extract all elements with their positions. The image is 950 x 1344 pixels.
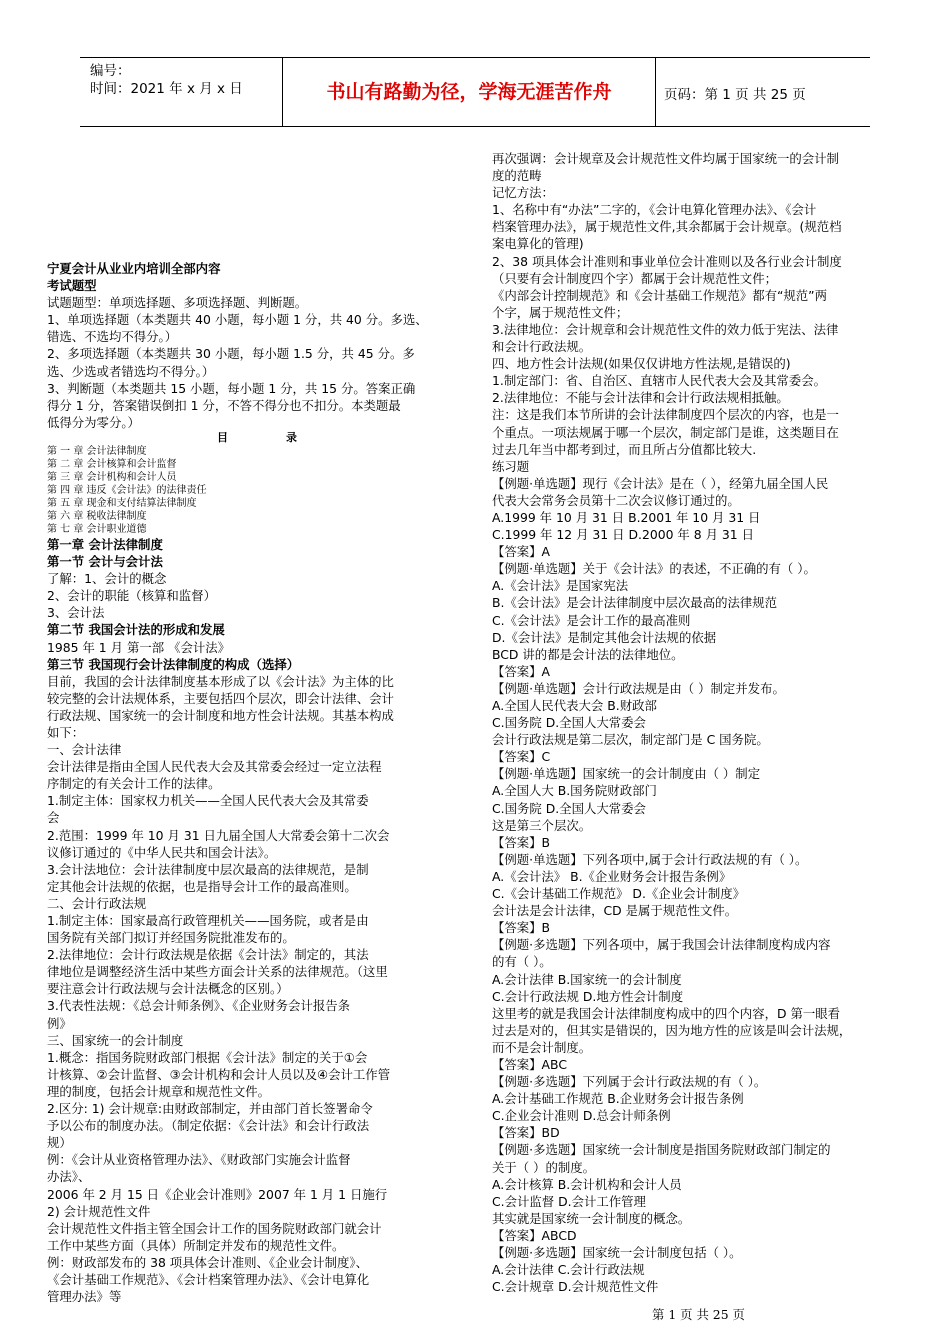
text-line: B.《会计法》是会计法律制度中层次最高的法律规范 xyxy=(492,595,778,611)
text-line: 个字，属于规范性文件； xyxy=(492,304,629,320)
text-line: C.1999 年 12 月 31 日 D.2000 年 8 月 31 日 xyxy=(492,527,754,543)
text-line: 试题题型：单项选择题、多项选择题、判断题。 xyxy=(47,295,308,311)
text-line: 案电算化的管理) xyxy=(492,236,584,252)
text-line: A.会计核算 B.会计机构和会计人员 xyxy=(492,1176,682,1192)
text-line: 【例题·多选题】下列属于会计行政法规的有（ ）。 xyxy=(492,1074,767,1090)
text-line: 计核算、②会计监督、③会计机构和会计人员以及④会计工作管 xyxy=(47,1066,391,1082)
text-line: 第 四 章 违反《会计法》的法律责任 xyxy=(47,484,207,496)
page-header xyxy=(80,57,870,127)
page-footer: 第 1 页 共 25 页 xyxy=(652,1307,745,1322)
text-line: 得分 1 分，答案错误倒扣 1 分，不答不得分也不扣分。本类题最 xyxy=(47,397,401,413)
text-line: 第一章 会计法律制度 xyxy=(47,536,163,552)
text-line: 2.法律地位：不能与会计法律和会计行政法规相抵触。 xyxy=(492,390,789,406)
text-line: 【例题·多选题】国家统一会计制度包括（ ）。 xyxy=(492,1245,742,1260)
text-line: 这里考的就是我国会计法律制度构成中的四个内容，D 第一眼看 xyxy=(492,1005,841,1021)
text-line: 第 五 章 现金和支付结算法律制度 xyxy=(47,497,197,509)
text-line: 1.制定部门：省、自治区、直辖市人民代表大会及其常委会。 xyxy=(492,373,826,389)
text-line: 其实就是国家统一会计制度的概念。 xyxy=(492,1210,691,1226)
text-line: 行政法规、国家统一的会计制度和地方性会计法规。其基本构成 xyxy=(47,707,394,723)
text-line: 第三节 我国现行会计法律制度的构成（选择） xyxy=(47,656,300,672)
text-line: 律地位是调整经济生活中某些方面会计关系的法律规范。（这里 xyxy=(47,964,388,980)
text-line: 第 二 章 会计核算和会计监督 xyxy=(47,458,177,470)
text-line: 代表大会常务会员第十二次会议修订通过的。 xyxy=(492,492,740,508)
toc-items xyxy=(47,445,467,536)
text-line: 第二节 我国会计法的形成和发展 xyxy=(47,622,225,638)
text-line: A.会计基础工作规范 B.企业财务会计报告条例 xyxy=(492,1091,744,1107)
text-line: 【答案】BD xyxy=(492,1125,560,1141)
text-line: 规） xyxy=(47,1135,72,1151)
text-line: 第 七 章 会计职业道德 xyxy=(47,523,147,535)
text-line: 练习题 xyxy=(492,458,530,474)
text-line: 这是第三个层次。 xyxy=(492,817,592,833)
text-line: 【例题·单选题】会计行政法规是由（ ）制定并发布。 xyxy=(492,680,785,696)
text-line: D.《会计法》是制定其他会计法规的依据 xyxy=(492,629,717,645)
text-line: 【例题·单选题】国家统一的会计制度由（ ）制定 xyxy=(492,766,761,782)
text-line: 2) 会计规范性文件 xyxy=(47,1203,151,1219)
text-line: 2.范围：1999 年 10 月 31 日九届全国人大常委会第十二次会 xyxy=(47,827,390,843)
text-line: 较完整的会计法规体系，主要包括四个层次，即会计法律、会计 xyxy=(47,690,394,706)
text-line: 【答案】A xyxy=(492,663,551,679)
text-line: 【答案】ABCD xyxy=(492,1227,577,1243)
text-line: 办法》、 xyxy=(47,1169,91,1185)
text-line: 1.制定主体：国家权力机关——全国人民代表大会及其常委 xyxy=(47,793,369,809)
text-line: 2.区分: 1) 会计规章:由财政部制定，并由部门首长签署命令 xyxy=(47,1101,373,1117)
text-line: （只要有会计制度四个字）都属于会计规范性文件； xyxy=(492,270,777,286)
text-line: 【例题·单选题】下列各项中,属于会计行政法规的有（ ）。 xyxy=(492,851,808,867)
text-line: 要注意会计行政法规与会计法概念的区别。） xyxy=(47,981,289,997)
text-line: 第一节 会计与会计法 xyxy=(47,554,163,570)
text-line: C.《会计法》是会计工作的最高准则 xyxy=(492,612,691,628)
text-line: C.会计监督 D.会计工作管理 xyxy=(492,1193,646,1209)
text-line: 管理办法》等 xyxy=(47,1289,122,1305)
text-line: 序制定的有关会计工作的法律。 xyxy=(47,776,221,792)
text-line: 【答案】B xyxy=(492,920,551,936)
motto: 书山有路勤为径，学海无涯苦作舟 xyxy=(282,58,656,126)
header-info xyxy=(90,62,280,98)
intro-block xyxy=(47,260,467,431)
text-line: A.会计法律 C.会计行政法规 xyxy=(492,1262,645,1278)
text-line: A.《会计法》 B.《企业财务会计报告条例》 xyxy=(492,868,732,884)
text-line: 再次强调：会计规章及会计规范性文件均属于国家统一的会计制 xyxy=(492,151,839,166)
text-line: 3.会计法地位：会计法律制度中层次最高的法律规范，是制 xyxy=(47,861,369,877)
text-line: 错选、不选均不得分。） xyxy=(47,329,178,345)
text-line: C.会计行政法规 D.地方性会计制度 xyxy=(492,988,684,1004)
time-label: 时间：2021 年 x 月 x 日 xyxy=(90,81,243,97)
text-line: 国务院有关部门拟订并经国务院批准发布的。 xyxy=(47,930,295,946)
text-line: A.会计法律 B.国家统一的会计制度 xyxy=(492,971,682,987)
text-line: 【答案】ABC xyxy=(492,1056,567,1072)
text-line: C.《会计基础工作规范》 D.《企业会计制度》 xyxy=(492,886,746,902)
text-line: 低得分为零分。） xyxy=(47,414,140,430)
text-line: 宁夏会计从业业内培训全部内容 xyxy=(47,261,221,276)
text-line: 【答案】C xyxy=(492,749,551,765)
text-line: 会计法是会计法律，CD 是属于规范性文件。 xyxy=(492,903,738,919)
text-line: 【答案】A xyxy=(492,544,551,560)
right-column xyxy=(492,150,912,1295)
text-line: 1985 年 1 月 第一部 《会计法》 xyxy=(47,639,231,655)
text-line: 【例题·多选题】国家统一会计制度是指国务院财政部门制定的 xyxy=(492,1142,831,1158)
text-line: 一、会计法律 xyxy=(47,742,122,758)
text-line: 三、国家统一的会计制度 xyxy=(47,1032,184,1048)
text-line: 议修订通过的《中华人民共和国会计法》。 xyxy=(47,844,277,860)
text-line: 度的范畴 xyxy=(492,168,542,184)
text-line: 1.制定主体：国家最高行政管理机关——国务院，或者是由 xyxy=(47,913,369,928)
table-of-contents xyxy=(47,431,467,536)
text-line: 过去是对的，但其实是错误的，因为地方性的应该是叫会计法规， xyxy=(492,1022,852,1038)
text-line: 2、多项选择题（本类题共 30 小题，每小题 1.5 分，共 45 分。多 xyxy=(47,346,415,362)
text-line: 注：这是我们本节所讲的会计法律制度四个层次的内容，也是一 xyxy=(492,407,839,423)
text-line: 而不是会计制度。 xyxy=(492,1039,592,1055)
text-line: 3.代表性法规：《总会计师条例》、《企业财务会计报告条 xyxy=(47,998,350,1014)
text-line: 1、单项选择题（本类题共 40 小题，每小题 1 分，共 40 分。多选、 xyxy=(47,312,428,328)
text-line: 【例题·单选题】关于《会计法》的表述，不正确的有（ ）。 xyxy=(492,561,816,577)
text-line: 档案管理办法》，属于规范性文件,其余都属于会计规章。(规范档 xyxy=(492,219,842,235)
text-line: 2006 年 2 月 15 日《企业会计准则》2007 年 1 月 1 日施行 xyxy=(47,1186,388,1202)
text-line: 《内部会计控制规范》和《会计基础工作规范》都有“规范”两 xyxy=(492,287,827,303)
text-line: 1、名称中有“办法”二字的，《会计电算化管理办法》、《会计 xyxy=(492,202,817,218)
text-line: 理的制度，包括会计规章和规范性文件。 xyxy=(47,1083,271,1099)
text-line: 例：《会计从业资格管理办法》、《财政部门实施会计监督 xyxy=(47,1152,351,1168)
text-line: 四、地方性会计法规(如果仅仅讲地方性法规,是错误的) xyxy=(492,356,791,372)
text-line: 和会计行政法规。 xyxy=(492,339,592,355)
text-line: BCD 讲的都是会计法的法律地位。 xyxy=(492,646,684,662)
number-label: 编号： xyxy=(90,63,131,79)
text-line: 【答案】B xyxy=(492,834,551,850)
text-line: 2、会计的职能（核算和监督） xyxy=(47,588,216,604)
text-line: A.全国人民代表大会 B.财政部 xyxy=(492,698,657,713)
text-line: 会计法律是指由全国人民代表大会及其常委会经过一定立法程 xyxy=(47,759,382,775)
text-line: 例》 xyxy=(47,1015,72,1031)
text-line: 【例题·单选题】现行《会计法》是在（ ），经第九届全国人民 xyxy=(492,475,829,491)
text-line: A.《会计法》是国家宪法 xyxy=(492,578,629,594)
text-line: 例：财政部发布的 38 项具体会计准则、《企业会计制度》、 xyxy=(47,1254,369,1270)
text-line: 工作中某些方面（具体）所制定并发布的规范性文件。 xyxy=(47,1237,345,1253)
text-line: 【例题·多选题】下列各项中，属于我国会计法律制度构成内容 xyxy=(492,937,831,953)
text-line: 考试题型 xyxy=(47,278,97,294)
text-line: 记忆方法： xyxy=(492,185,554,201)
toc-title: 目录 xyxy=(217,430,355,444)
text-line: 第 三 章 会计机构和会计人员 xyxy=(47,471,177,483)
text-line: 2、38 项具体会计准则和事业单位会计准则以及各行业会计制度 xyxy=(492,253,842,269)
text-line: 会 xyxy=(47,810,60,826)
text-line: 选、少选或者错选均不得分。） xyxy=(47,363,215,379)
text-line: 过去几年当中都考到过，而且所占分值都比较大. xyxy=(492,441,757,457)
text-line: 的有（ ）。 xyxy=(492,954,552,970)
text-line: 了解：1、会计的概念 xyxy=(47,571,167,587)
text-line: 定其他会计法规的依据，也是指导会计工作的最高准则。 xyxy=(47,878,357,894)
left-column xyxy=(47,260,467,1305)
text-line: 第 六 章 税收法律制度 xyxy=(47,510,147,522)
text-line: 3、判断题（本类题共 15 小题，每小题 1 分，共 15 分。答案正确 xyxy=(47,380,416,396)
text-line: 《会计基础工作规范》、《会计档案管理办法》、《会计电算化 xyxy=(47,1271,370,1287)
text-line: 1.概念：指国务院财政部门根据《会计法》制定的关于①会 xyxy=(47,1049,368,1065)
text-line: 2.法律地位：会计行政法规是依据《会计法》制定的，其法 xyxy=(47,947,369,963)
text-line: C.国务院 D.全国人大常委会 xyxy=(492,800,646,816)
text-line: 个重点。一项法规属于哪一个层次，制定部门是谁，这类题目在 xyxy=(492,424,839,440)
text-line: 3、会计法 xyxy=(47,605,105,621)
chapter-block xyxy=(47,536,467,1305)
text-line: 关于（ ）的制度。 xyxy=(492,1159,596,1175)
text-line: C.会计规章 D.会计规范性文件 xyxy=(492,1279,659,1295)
page-label: 页码：第 1 页 共 25 页 xyxy=(664,87,806,103)
text-line: 如下： xyxy=(47,724,85,740)
text-line: 二、会计行政法规 xyxy=(47,895,147,911)
text-line: 会计行政法规是第二层次，制定部门是 C 国务院。 xyxy=(492,732,769,748)
text-line: A.全国人大 B.国务院财政部门 xyxy=(492,783,657,799)
text-line: 目前，我国的会计法律制度基本形成了以《会计法》为主体的比 xyxy=(47,673,394,689)
text-line: C.国务院 D.全国人大常委会 xyxy=(492,715,646,731)
text-line: 3.法律地位：会计规章和会计规范性文件的效力低于宪法、法律 xyxy=(492,321,839,337)
text-line: C.企业会计准则 D.总会计师条例 xyxy=(492,1108,671,1124)
text-line: 会计规范性文件指主管全国会计工作的国务院财政部门就会计 xyxy=(47,1220,382,1236)
text-line: A.1999 年 10 月 31 日 B.2001 年 10 月 31 日 xyxy=(492,509,761,525)
exercise-block xyxy=(492,150,912,1295)
text-line: 予以公布的制度办法。（制定依据：《会计法》和会计行政法 xyxy=(47,1118,370,1134)
text-line: 第 一 章 会计法律制度 xyxy=(47,445,147,457)
